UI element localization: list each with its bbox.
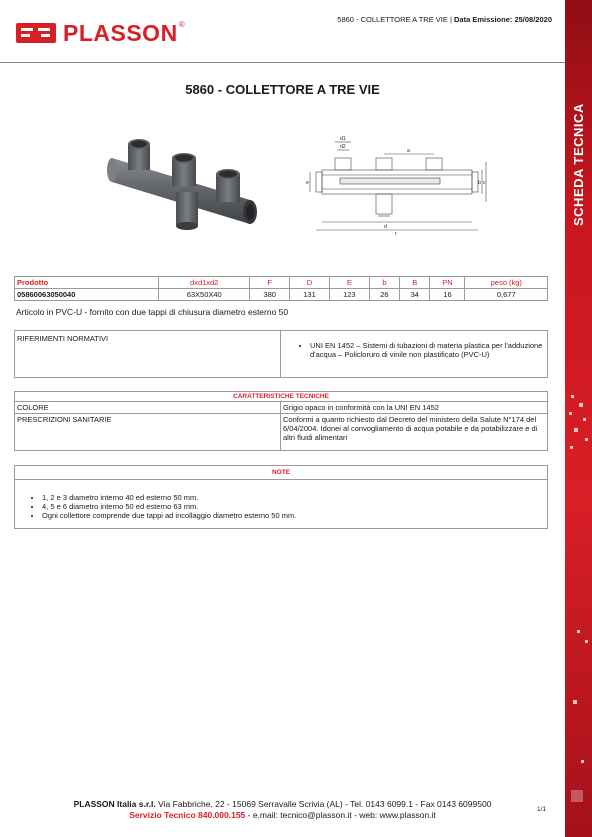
list-item: • Ogni collettore comprende due tappi ad incollaggio diametro esterno 50 mm.	[42, 511, 547, 520]
footer-contact-line	[0, 810, 565, 821]
footer-contacts: - e.mail: tecnico@plasson.it - web: www.plasson.it	[245, 810, 436, 821]
col-f: F	[250, 277, 290, 289]
header-divider	[0, 62, 565, 63]
col-peso: peso (kg)	[465, 277, 548, 289]
brand-name: PLASSON	[63, 19, 178, 46]
side-label: SCHEDA TECNICA	[571, 103, 586, 227]
product-table	[14, 276, 548, 301]
dim-a-label: a	[407, 148, 410, 154]
col-e: E	[329, 277, 369, 289]
header-ref-title: 5860 - COLLETTORE A TRE VIE	[337, 15, 448, 24]
col-d: D	[290, 277, 330, 289]
footer	[0, 799, 565, 822]
cell-b-small: 26	[369, 289, 399, 301]
prescrizioni-value: Conformi a quanto richiesto dal Decreto del ministero della Salute N°174 del 6/04/2004. Idonei al convogliamento di acqua potabile e da potabilizzare e di altri fluidi alimentari	[281, 414, 548, 451]
prescrizioni-label: PRESCRIZIONI SANITARIE	[15, 414, 281, 451]
caratteristiche-title: CARATTERISTICHE TECNICHE	[15, 392, 548, 402]
col-dxd1xd2: dxd1xd2	[159, 277, 250, 289]
plasson-logo	[16, 20, 201, 46]
cell-peso: 0,677	[465, 289, 548, 301]
dim-d1-label: d1	[340, 136, 346, 142]
cell-b-large: 34	[400, 289, 430, 301]
notes-title: NOTE	[15, 466, 547, 480]
page-number: 1/1	[537, 806, 547, 813]
list-item: • 1, 2 e 3 diametro interno 40 ed esterno 50 mm.	[42, 493, 547, 502]
header-reference: 5860 - COLLETTORE A TRE VIE | Data Emissione: 25/08/2020	[337, 15, 552, 24]
dim-r-label: r	[395, 231, 397, 236]
product-photo	[100, 128, 270, 240]
table-row	[15, 289, 548, 301]
table-row	[15, 402, 548, 414]
col-b-large: B	[400, 277, 430, 289]
cell-d: 131	[290, 289, 330, 301]
col-b-small: b	[369, 277, 399, 289]
page-title: 5860 - COLLETTORE A TRE VIE	[185, 82, 380, 97]
product-table-header	[15, 277, 548, 289]
cell-f: 380	[250, 289, 290, 301]
cell-dxd1xd2: 63X50X40	[159, 289, 250, 301]
table-row	[15, 414, 548, 451]
colore-label: COLORE	[15, 402, 281, 414]
footer-service: Servizio Tecnico 840.000.155	[129, 810, 246, 821]
dim-b-label: b	[478, 180, 481, 186]
notes-list	[15, 493, 547, 520]
brand-registered-mark: ®	[178, 20, 185, 29]
riferimenti-normativi-box	[14, 330, 548, 378]
cell-pn: 16	[430, 289, 465, 301]
product-description: Articolo in PVC-U - fornito con due tappi di chiusura diametro esterno 50	[16, 307, 289, 317]
dim-c-label: c	[483, 180, 486, 186]
list-item: • UNI EN 1452 – Sistemi di tubazioni di materia plastica per l'adduzione d'acqua – Policloruro di vinile non plastificato (PVC-U)	[310, 341, 545, 360]
riferimenti-divider	[280, 331, 281, 377]
col-prodotto: Prodotto	[15, 277, 159, 289]
technical-drawing	[300, 132, 490, 236]
dim-d2-label: d2	[340, 144, 346, 150]
header-date: Data Emissione: 25/08/2020	[454, 15, 552, 24]
col-pn: PN	[430, 277, 465, 289]
dim-e-label: e	[306, 180, 309, 186]
colore-value: Grigio opaco in conformità con la UNI EN 1452	[281, 402, 548, 414]
cell-prodotto: 05860063050040	[15, 289, 159, 301]
riferimenti-list	[298, 341, 545, 360]
notes-box	[14, 465, 548, 529]
footer-address: Via Fabbriche, 22 - 15069 Serravalle Scrivia (AL) - Tel. 0143 6099.1 - Fax 0143 6099500	[155, 799, 492, 809]
plasson-logo-mark-icon	[16, 23, 56, 43]
footer-address-line	[0, 799, 565, 810]
dim-d-label: d	[384, 224, 387, 230]
footer-company: PLASSON Italia s.r.l.	[73, 799, 156, 809]
list-item: • 4, 5 e 6 diametro interno 50 ed esterno 63 mm.	[42, 502, 547, 511]
riferimenti-label: RIFERIMENTI NORMATIVI	[17, 334, 109, 343]
caratteristiche-table	[14, 391, 548, 451]
cell-e: 123	[329, 289, 369, 301]
